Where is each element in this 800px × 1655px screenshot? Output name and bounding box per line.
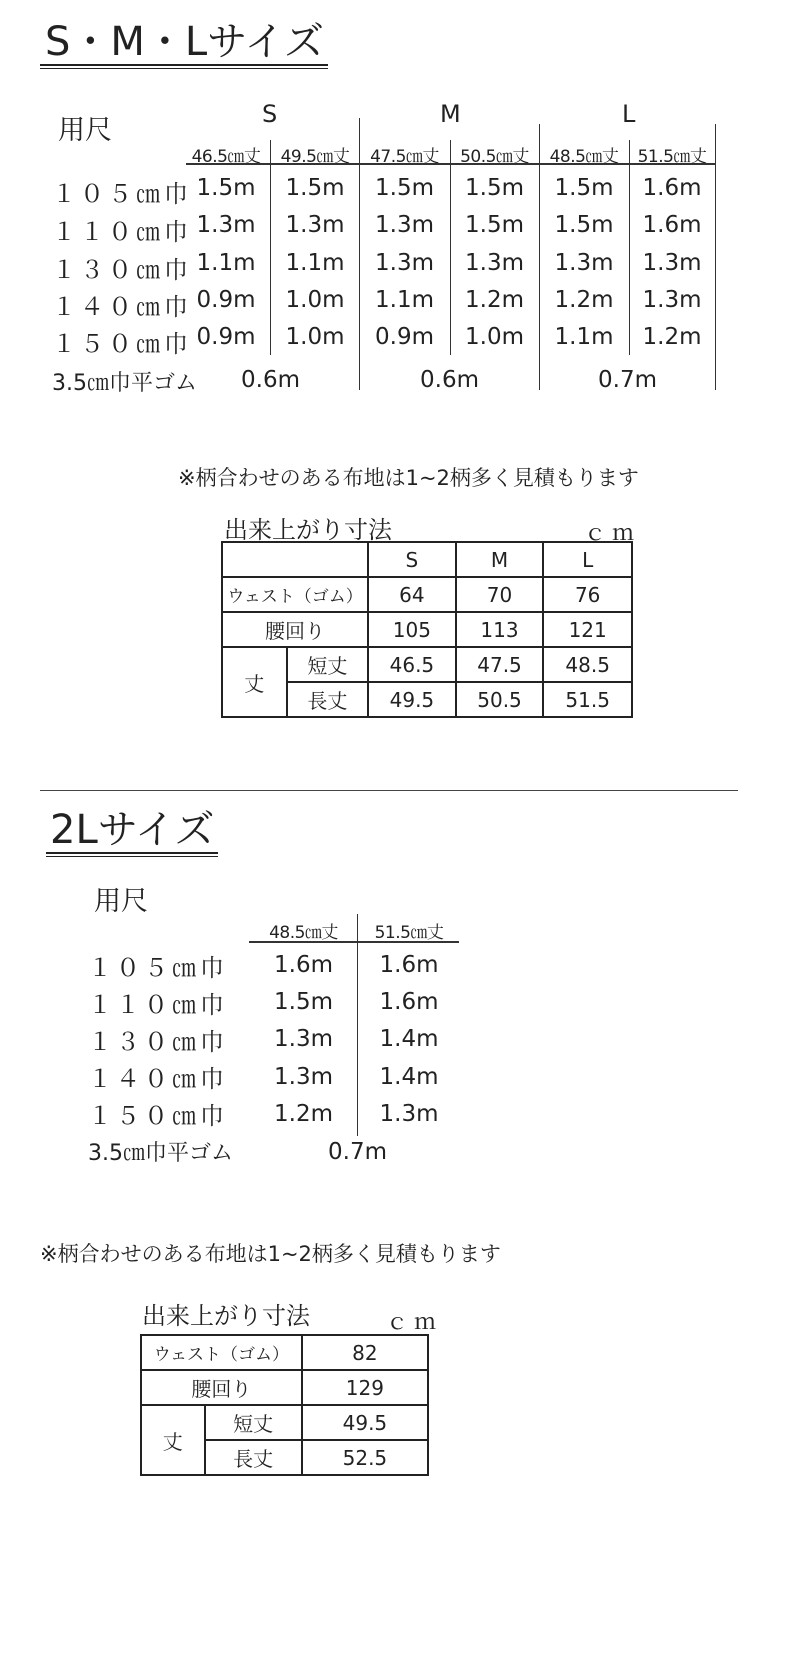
column-divider [715,124,716,390]
elastic-value-2l: 0.7m [328,1139,387,1165]
table-cell: 46.5 [368,647,456,682]
short-label: 短丈 [287,647,368,682]
yojaku-label: 用尺 [58,115,112,146]
table-cell: 1.3m [375,250,434,276]
table-row [141,1405,428,1440]
waist-label: ウェスト（ゴム） [222,577,368,612]
table-cell: 70 [456,577,544,612]
table-cell: 1.0m [285,324,345,350]
unit-label: ｃｍ [584,521,641,546]
table-cell: 1.5m [554,212,614,238]
header-cell-m: M [456,542,544,577]
row-label: １０５㎝巾 [52,180,192,208]
size-header-s: S [262,100,278,128]
blank-cell [222,542,368,577]
table-cell: 48.5 [543,647,632,682]
waist-label: ウェスト（ゴム） [141,1335,302,1370]
table-cell: 1.3m [196,212,256,238]
table-cell: 82 [302,1335,428,1370]
section1-title: S・M・Lサイズ [45,19,324,65]
size-header-m: M [440,100,461,128]
hip-label: 腰回り [222,612,368,647]
table-cell: 1.3m [285,212,345,238]
header-rule [249,941,459,943]
pattern-note: ※柄合わせのある布地は1~2柄多く見積もります [178,466,639,490]
table-cell: 1.5m [554,175,614,201]
table-cell: 1.5m [465,212,524,238]
pattern-note: ※柄合わせのある布地は1~2柄多く見積もります [40,1242,501,1266]
row-label: １１０㎝巾 [52,218,192,246]
elastic-label: 3.5㎝巾平ゴム [52,371,197,396]
unit-label: ｃｍ [386,1310,443,1335]
sub-header-2l-short: 48.5㎝丈 [269,923,338,943]
header-cell-s: S [368,542,456,577]
short-label: 短丈 [205,1405,302,1440]
section2-title: 2Lサイズ [50,807,215,853]
table-row [222,577,632,612]
table-cell: 113 [456,612,544,647]
table-cell: 0.9m [375,324,434,350]
table-cell: 1.2m [465,287,524,313]
table-header-row [222,542,632,577]
table-cell: 49.5 [302,1405,428,1440]
table-cell: 1.0m [465,324,524,350]
length-label: 丈 [222,647,287,717]
row-label: １０５㎝巾 [88,954,228,982]
sub-header-l-long: 51.5㎝丈 [637,147,707,167]
section2-title-underline [46,852,218,854]
sub-header-2l-long: 51.5㎝丈 [374,923,444,943]
table-cell: 1.2m [642,324,702,350]
table-cell: 1.1m [375,287,434,313]
table-cell: 1.2m [274,1101,333,1127]
table-cell: 1.0m [285,287,345,313]
column-divider [450,140,451,355]
table-cell: 50.5 [456,682,544,717]
header-cell-l: L [543,542,632,577]
table-cell: 105 [368,612,456,647]
table-cell: 1.3m [375,212,434,238]
row-label: １３０㎝巾 [88,1028,228,1056]
table-cell: 1.5m [375,175,434,201]
column-divider [270,140,271,355]
table-cell: 1.3m [379,1101,439,1127]
sub-header-s-short: 46.5㎝丈 [191,147,261,167]
elastic-label: 3.5㎝巾平ゴム [88,1141,233,1166]
row-label: １５０㎝巾 [52,330,192,358]
table-cell: 1.3m [642,287,702,313]
header-rule [186,163,716,165]
table-cell: 1.5m [196,175,256,201]
table-cell: 1.6m [379,989,439,1015]
table-cell: 1.5m [465,175,524,201]
sub-header-l-short: 48.5㎝丈 [549,147,619,167]
table-cell: 52.5 [302,1440,428,1475]
size-header-l: L [622,100,636,128]
table-cell: 1.3m [274,1026,333,1052]
table-cell: 1.1m [285,250,345,276]
sub-header-s-long: 49.5㎝丈 [280,147,350,167]
table-cell: 47.5 [456,647,544,682]
table-cell: 1.3m [554,250,614,276]
table-cell: 64 [368,577,456,612]
length-label: 丈 [141,1405,205,1475]
row-label: １５０㎝巾 [88,1102,228,1130]
measurements-table [140,1334,429,1476]
elastic-value-s: 0.6m [241,367,300,393]
row-label: １１０㎝巾 [88,991,228,1019]
table-cell: 0.9m [196,324,256,350]
long-label: 長丈 [205,1440,302,1475]
table-row [141,1335,428,1370]
table-cell: 1.4m [379,1064,439,1090]
section-divider [40,790,738,791]
elastic-value-l: 0.7m [598,367,657,393]
table-cell: 49.5 [368,682,456,717]
long-label: 長丈 [287,682,368,717]
table-cell: 0.9m [196,287,256,313]
table-row [222,612,632,647]
measurements-title: 出来上がり寸法 [224,516,392,544]
table-cell: 1.3m [465,250,524,276]
sub-header-m-long: 50.5㎝丈 [460,147,529,167]
section1-title-underline [40,64,328,66]
hip-label: 腰回り [141,1370,302,1405]
table-row [222,647,632,682]
table-cell: 1.2m [554,287,614,313]
table-cell: 1.3m [274,1064,333,1090]
row-label: １４０㎝巾 [52,293,192,321]
measurements-table [221,541,633,718]
table-cell: 121 [543,612,632,647]
table-cell: 1.6m [379,952,439,978]
table-row [141,1370,428,1405]
row-label: １３０㎝巾 [52,256,192,284]
table-cell: 51.5 [543,682,632,717]
column-divider [629,140,630,355]
table-cell: 1.1m [196,250,256,276]
yojaku-label: 用尺 [94,886,148,917]
column-divider [357,914,358,1136]
table-cell: 1.4m [379,1026,439,1052]
table-cell: 129 [302,1370,428,1405]
section1-title-underline-2 [40,68,328,69]
table-cell: 1.5m [285,175,345,201]
table-cell: 1.5m [274,989,333,1015]
sub-header-m-short: 47.5㎝丈 [370,147,439,167]
table-cell: 1.1m [554,324,614,350]
table-cell: 1.6m [274,952,333,978]
table-cell: 1.6m [642,212,702,238]
table-cell: 76 [543,577,632,612]
section2-title-underline-2 [46,856,218,857]
measurements-title: 出来上がり寸法 [142,1302,310,1330]
table-cell: 1.3m [642,250,702,276]
table-cell: 1.6m [642,175,702,201]
row-label: １４０㎝巾 [88,1065,228,1093]
elastic-value-m: 0.6m [420,367,479,393]
